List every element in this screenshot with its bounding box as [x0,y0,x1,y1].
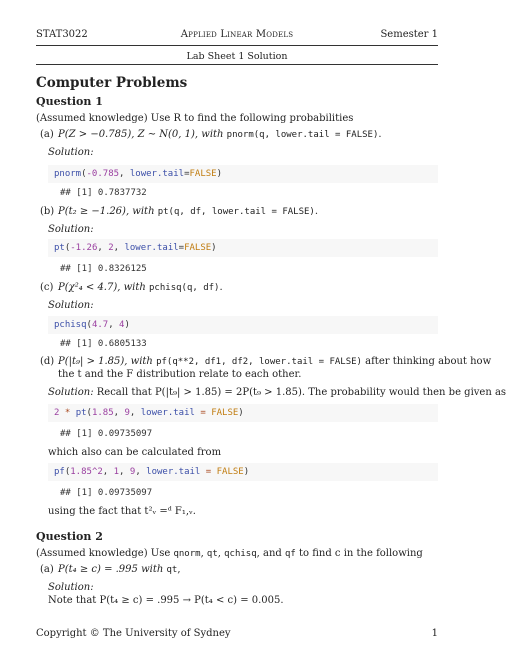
q1d-solution-text: Recall that P(|t₉| > 1.85) = 2P(t₉ > 1.85). The probability would then be given as [93,387,506,398]
q1b-solution-label: Solution: [48,224,94,235]
header-course-code: STAT3022 [36,29,88,40]
code-num: 1 [113,467,120,477]
q1a-label: (a) [40,129,54,140]
code-arg: lower.tail [129,169,185,179]
q1d-code-block-1: 2 * pt(1.85, 9, lower.tail = FALSE) [48,404,438,422]
code-num: 4.7 [91,320,109,330]
q2a-math: P(t₄ ≥ c) = .995 with [58,564,167,575]
q1d-math: P(|t₉| > 1.85), with [58,356,157,367]
q1c-output: ## [1] 0.6805133 [60,339,147,349]
code-num: 4 [119,320,125,330]
q1b-code-block: pt(-1.26, 2, lower.tail=FALSE) [48,239,438,257]
code-num: 9 [129,467,136,477]
q1c-question [58,282,223,294]
q1b-output: ## [1] 0.8326125 [60,264,147,274]
q2-code-qchisq: qchisq [224,549,257,559]
q1b-end: . [314,206,319,217]
q2a-note: Note that P(t₄ ≥ c) = .995 → P(t₄ < c) = 0.005. [48,595,284,606]
q1d-code: pf(q**2, df1, df2, lower.tail = FALSE) [156,357,362,367]
q1c-solution-label: Solution: [48,300,94,311]
code-num: 9 [124,408,130,418]
q1a-code-block: pnorm(-0.785, lower.tail=FALSE) [48,165,438,183]
q1a-output: ## [1] 0.7837732 [60,188,147,198]
q1b-question [58,206,318,218]
q1c-label: (c) [40,282,54,293]
q2-intro-post: to find c in the following [295,548,423,559]
q2-title: Question 2 [36,530,103,543]
q2-code-qf: qf [284,549,296,559]
q1a-math: P(Z > −0.785), Z ∼ N(0, 1), with [58,129,227,140]
q1b-math: P(t₂ ≥ −1.26), with [58,206,158,217]
q1c-code-block: pchisq(4.7, 4) [48,316,438,334]
q1d-code-block-2: pf(1.85^2, 1, 9, lower.tail = FALSE) [48,463,438,481]
header-rule-bottom [36,64,438,65]
q1d-label: (d) [40,356,55,367]
q1d-output-1: ## [1] 0.09735097 [60,429,153,439]
code-num: 2 [54,408,60,418]
q1b-label: (b) [40,206,55,217]
q2-intro-pre: (Assumed knowledge) Use [36,548,174,559]
q2-code-qt: qt [206,549,218,559]
q2a-end: , [177,564,181,575]
footer-page-number: 1 [431,628,438,639]
q1d-output-2: ## [1] 0.09735097 [60,488,153,498]
q2a-code: qt [166,565,178,575]
q1c-math: P(χ²₄ < 4.7), with [58,282,150,293]
footer-copyright: Copyright © The University of Sydney [36,628,231,639]
code-num: 1.85 [91,408,114,418]
q1c-end: . [219,282,223,293]
code-op: * [64,408,71,418]
q1a-question [58,129,382,141]
q1d-solution-label: Solution: [48,387,94,398]
q1-intro: (Assumed knowledge) Use R to find the following probabilities [36,113,354,124]
header-course-title: Applied Linear Models [180,29,294,40]
q1d-rest: after thinking about how [361,356,492,367]
header-subtitle: Lab Sheet 1 Solution [186,51,288,62]
q2a-question [58,564,181,576]
section-title: Computer Problems [36,75,188,91]
q1d-using-fact: using the fact that t²ᵥ =ᵈ F₁,ᵥ. [48,506,196,517]
code-fn: pchisq [54,320,87,330]
code-arg: lower.tail [146,467,201,477]
q1d-question-line2: the t and the F distribution relate to each other. [58,369,302,380]
code-num: 1.85^2 [70,467,103,477]
q2-intro: (Assumed knowledge) Use qnorm, qt, qchisq, and qf to find c in the following [36,548,423,559]
code-num: -1.26 [70,243,98,253]
header-semester: Semester 1 [380,29,438,40]
q1b-code: pt(q, df, lower.tail = FALSE) [157,207,315,217]
q2-code-qnorm: qnorm [173,549,201,559]
code-arg: lower.tail [124,243,179,253]
code-num: -0.785 [86,169,120,179]
code-val: FALSE [211,408,239,418]
code-num: 2 [108,243,114,253]
code-val: FALSE [184,243,212,253]
code-arg: lower.tail [140,408,195,418]
code-val: FALSE [189,169,217,179]
code-fn: pt [75,408,87,418]
code-val: FALSE [216,467,244,477]
q1a-end: . [378,129,382,140]
q1d-question [58,356,491,368]
code-fn: pf [54,467,65,477]
header-rule-top [36,45,438,46]
q1-title: Question 1 [36,95,103,108]
q1d-solution [48,387,506,399]
q2a-label: (a) [40,564,54,575]
q1a-code: pnorm(q, lower.tail = FALSE) [226,130,379,140]
q1d-alt-text: which also can be calculated from [48,447,222,458]
q1a-solution-label: Solution: [48,147,94,158]
q2a-solution-label: Solution: [48,582,94,593]
code-fn: pnorm [54,169,82,179]
q1c-code: pchisq(q, df) [149,283,220,293]
code-fn: pt [54,243,65,253]
